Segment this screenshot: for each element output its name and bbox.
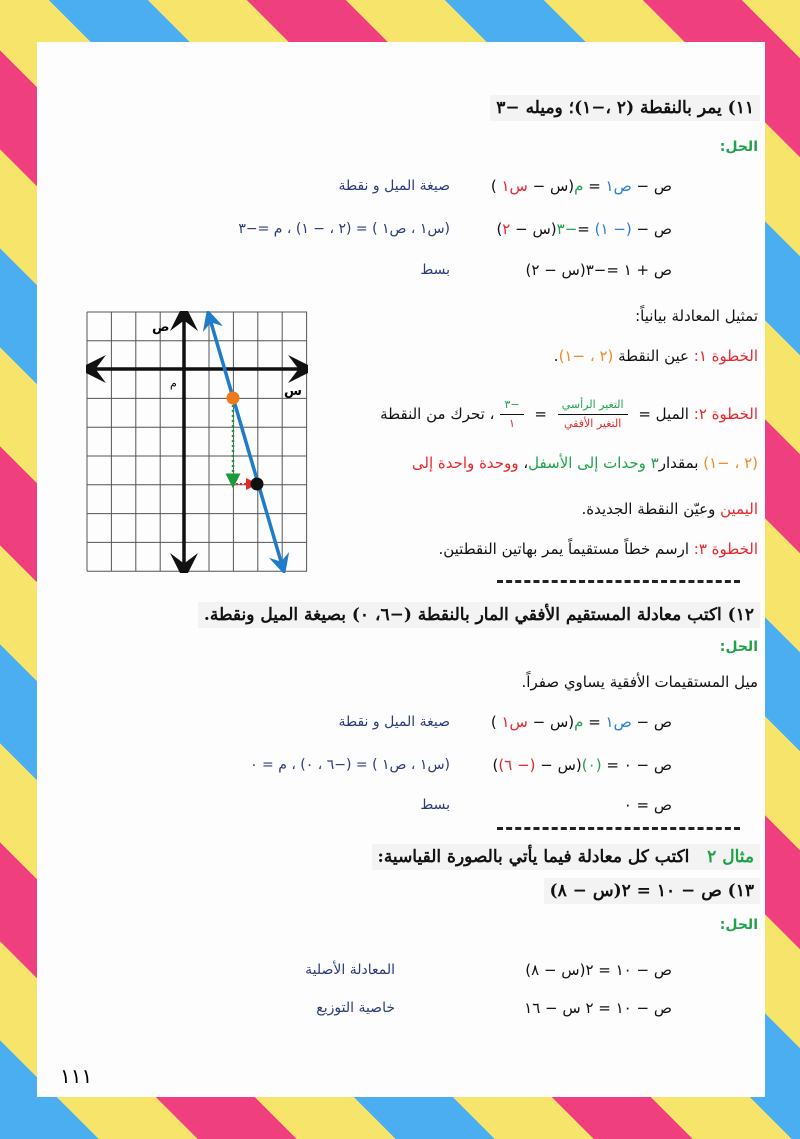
equation-label: (س١ ، ص١ ) = (٢ ، − ١) ، م =−٣: [238, 221, 450, 237]
text-segment: (س −: [527, 177, 575, 195]
example-label: مثال ٢: [707, 847, 754, 867]
equation: [493, 754, 672, 776]
equation: [624, 794, 672, 816]
text-segment: وعيّن النقطة الجديدة.: [581, 500, 721, 518]
example-2-title: [372, 844, 760, 870]
text-segment: ): [490, 713, 502, 731]
text-segment: ): [490, 177, 502, 195]
text-segment: ،: [518, 454, 529, 472]
origin-label: م: [170, 377, 177, 390]
equation: ص − ١٠ = ٢ س − ١٦: [524, 999, 672, 1017]
point-start: [227, 392, 240, 405]
solution-label: الحل:: [719, 139, 758, 155]
equation-label: بسط: [420, 797, 450, 813]
step-2-suffix: ، تحرك من النقطة: [380, 405, 495, 423]
step-2-line-3: [581, 498, 758, 520]
text-segment: ص −: [631, 713, 672, 731]
text-segment: الخطوة ١:: [689, 347, 758, 365]
fraction-numerator: التغير الرأسي: [558, 398, 628, 415]
text-segment: بمقدار: [658, 454, 704, 472]
text-segment: ٣ وحدات إلى الأسفل: [528, 454, 659, 472]
fraction-denominator: التغير الأفقي: [564, 417, 622, 430]
text-segment: (− ١): [594, 220, 632, 238]
text-segment: =: [583, 713, 606, 731]
text-segment: (٢ ، −١): [558, 347, 614, 365]
text-segment: (− ٦): [498, 756, 536, 774]
note: ميل المستقيمات الأفقية يساوي صفراً.: [521, 673, 758, 691]
text-segment: ووحدة واحدة إلى: [411, 454, 519, 472]
step-3: [438, 538, 758, 560]
text-segment: ): [492, 756, 499, 774]
slope-text: الميل =: [638, 405, 689, 423]
text-segment: (س −: [510, 220, 557, 238]
text-segment: س١: [501, 713, 528, 731]
fraction-numerator: −٣: [500, 398, 523, 415]
slope-fraction-values: [500, 398, 523, 431]
text-segment: −٣: [556, 220, 578, 238]
equation-label: المعادلة الأصلية: [305, 962, 395, 978]
graph-heading: تمثيل المعادلة بيانياً:: [635, 307, 758, 325]
problem-11-title: ١١) يمر بالنقطة (٢ ،−١)؛ وميله −٣: [490, 95, 760, 121]
equation: [491, 711, 672, 733]
equation: ص − ١٠ = ٢(س − ٨): [525, 961, 672, 979]
coordinate-graph: [86, 311, 308, 573]
text-segment: عين النقطة: [613, 347, 689, 365]
text-segment: م: [574, 713, 584, 731]
text-segment: .: [553, 347, 559, 365]
text-segment: الخطوة ٣:: [689, 540, 758, 558]
solution-label: الحل:: [719, 917, 758, 933]
text-segment: ص١: [605, 713, 632, 731]
text-segment: ٢: [502, 220, 511, 238]
problem-12-title: ١٢) اكتب معادلة المستقيم الأفقي المار بالنقطة (−٦، ٠) بصيغة الميل ونقطة.: [198, 602, 760, 628]
text-segment: اليمين: [720, 500, 758, 518]
step-2-prefix: الخطوة ٢:: [693, 405, 758, 423]
text-segment: (٠): [581, 756, 602, 774]
text-segment: ص − ٠ =: [601, 756, 672, 774]
step-2: الخطوة ٢: الميل = $\frac{\text{التغير الرأسي}}{\text{التغير الأفقي}}$ = $\frac{-٣}{١}$ ، تحرك من النقطة: [380, 398, 758, 430]
slope-fraction-words: [558, 398, 628, 431]
step-2-line-2: [412, 452, 758, 474]
text-segment: ص = ٠: [623, 796, 672, 814]
text-segment: (س −: [535, 756, 582, 774]
y-axis-label: ص: [152, 320, 170, 335]
x-axis-label: س: [284, 384, 302, 399]
text-segment: م: [574, 177, 584, 195]
text-segment: ص −: [631, 220, 672, 238]
equation-label: صيغة الميل و نقطة: [338, 178, 450, 194]
text-segment: (٢ ، −١): [703, 454, 758, 472]
equation-label: (س١ ، ص١ ) = (−٦ ، ٠) ، م = ٠: [250, 757, 450, 773]
solution-label: الحل:: [719, 639, 758, 655]
text-segment: س١: [501, 177, 528, 195]
text-segment: ص + ١ =−٣(س − ٢): [525, 261, 672, 279]
equation-label: خاصية التوزيع: [316, 1000, 395, 1016]
text-segment: ص١: [605, 177, 632, 195]
point-new: [251, 478, 264, 491]
text-segment: ص −: [631, 177, 672, 195]
text-segment: =: [577, 220, 595, 238]
equation: [496, 218, 672, 240]
equation: [491, 175, 672, 197]
equation-label: بسط: [420, 262, 450, 278]
divider: [497, 580, 740, 583]
fraction-denominator: ١: [509, 417, 515, 430]
problem-13-title: ١٣) ص − ١٠ = ٢(س − ٨): [544, 878, 760, 904]
text-segment: (س −: [527, 713, 575, 731]
text-segment: =: [583, 177, 606, 195]
text-segment: ): [496, 220, 503, 238]
step-1: [554, 345, 758, 367]
page-number: ١١١: [60, 1064, 93, 1088]
text-segment: ارسم خطاً مستقيماً يمر بهاتين النقطتين.: [438, 540, 689, 558]
example-text: اكتب كل معادلة فيما يأتي بالصورة القياسية:: [377, 847, 690, 867]
divider: [497, 827, 740, 830]
equation: [526, 259, 672, 281]
equation-label: صيغة الميل و نقطة: [338, 714, 450, 730]
graph-line: [210, 319, 282, 565]
